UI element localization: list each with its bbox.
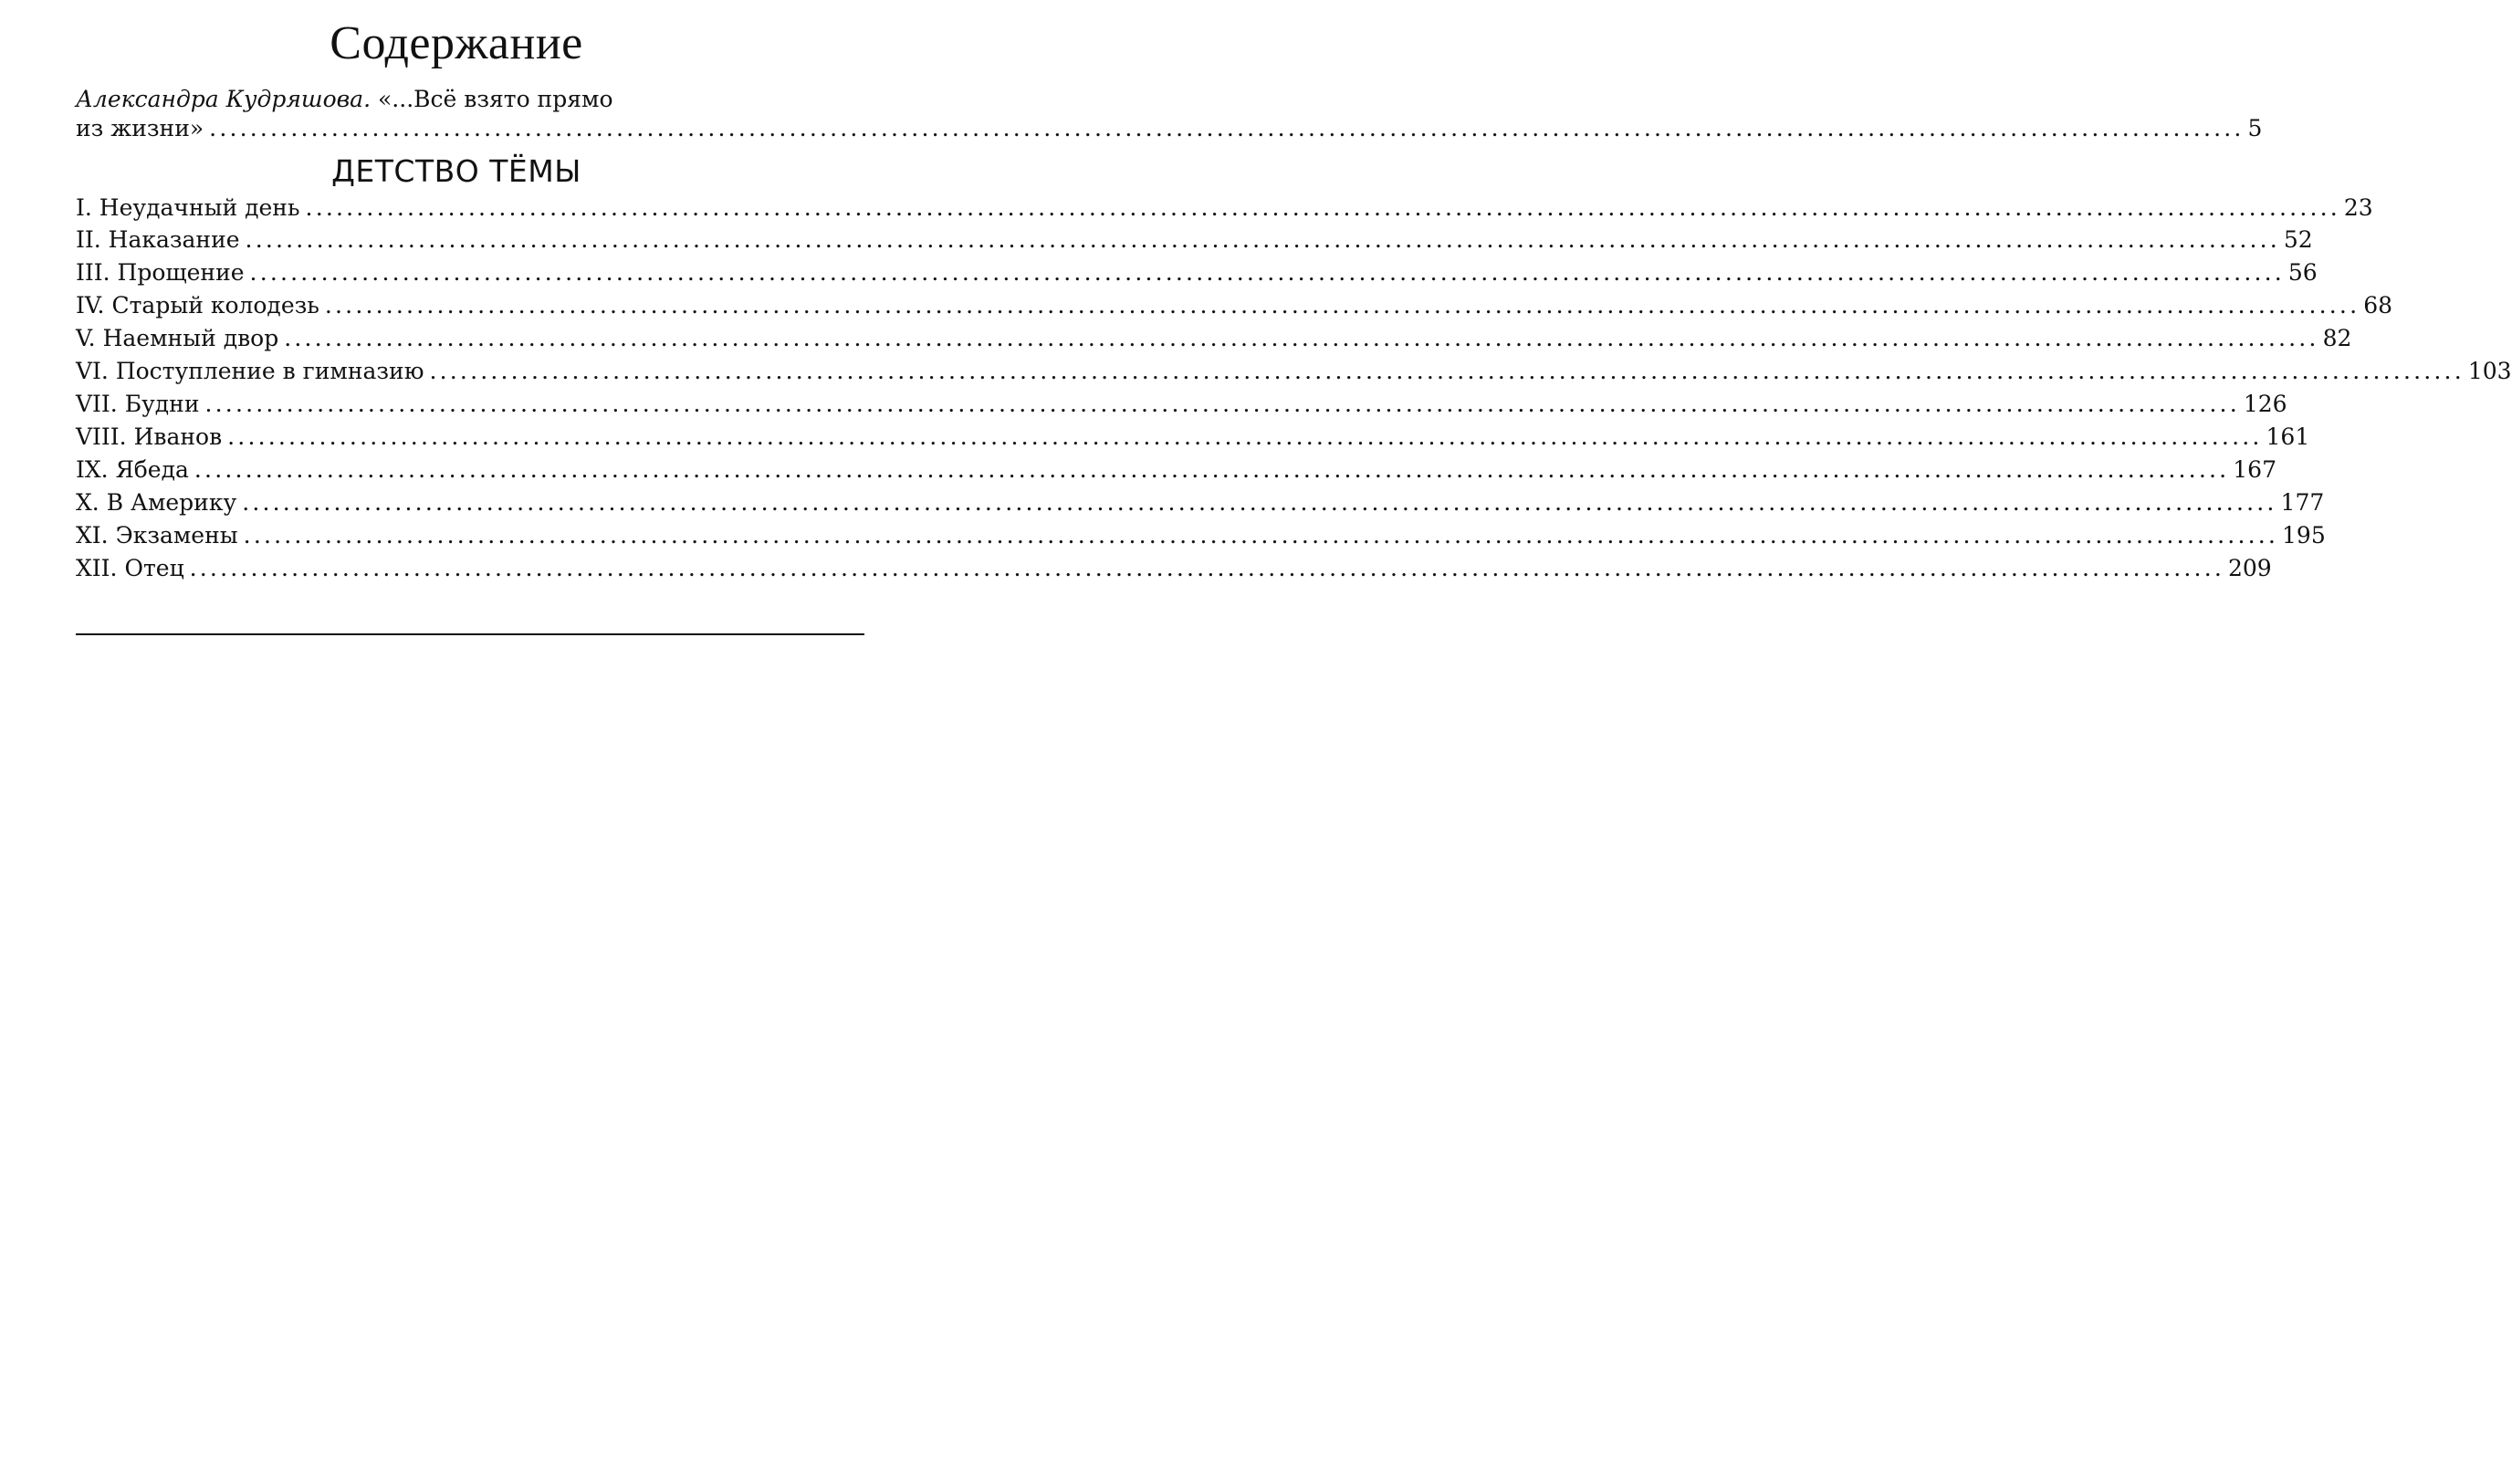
intro-author: Александра Кудряшова. [76,86,372,112]
chapter-page-number: 126 [2243,391,2287,417]
chapter-title: X. В Америку [76,489,237,516]
chapter-title: II. Наказание [76,226,240,253]
section-title: ДЕТСТВО ТЁМЫ [331,153,581,189]
intro-entry-line2 [76,112,2263,145]
leader-dots: ........................................................................................................................................................................................................ [324,292,2360,319]
leader-dots: ........................................................................................................................................................................................................ [243,522,2279,549]
bottom-rule [76,633,864,635]
chapter-title: IV. Старый колодезь [76,292,319,319]
chapter-entry [76,322,2352,355]
chapter-page-number: 177 [2280,489,2325,516]
chapter-page-number: 23 [2343,194,2373,221]
chapter-entry [76,388,2287,421]
leader-dots: ........................................................................................................................................................................................................ [305,194,2340,221]
intro-title-part2: из жизни» [76,115,204,141]
chapter-page-number: 195 [2282,522,2326,549]
chapter-entry [76,355,2512,388]
chapter-title: XII. Отец [76,555,184,581]
intro-page-number: 5 [2247,115,2263,141]
leader-dots: ........................................................................................................................................................................................................ [249,259,2285,286]
chapter-entry [76,289,2393,322]
leader-dots: ........................................................................................................................................................................................................ [429,358,2465,384]
leader-dots: ........................................................................................................................................................................................................ [204,391,2240,417]
chapter-page-number: 103 [2467,358,2512,384]
leader-dots: ........................................................................................................................................................................................................ [194,456,2230,483]
leader-dots: ........................................................................................................................................................................................................ [209,115,2245,141]
chapter-entry [76,486,2325,519]
chapter-entry [76,519,2326,552]
leader-dots: ........................................................................................................................................................................................................ [245,226,2280,253]
leader-dots: ........................................................................................................................................................................................................ [227,423,2263,450]
leader-dots: ........................................................................................................................................................................................................ [284,325,2319,351]
page-title: Содержание [330,17,583,69]
chapter-page-number: 52 [2283,226,2313,253]
leader-dots: ........................................................................................................................................................................................................ [242,489,2277,516]
chapter-title: VI. Поступление в гимназию [76,358,424,384]
chapter-entry [76,421,2310,454]
chapter-title: VIII. Иванов [76,423,223,450]
chapter-page-number: 161 [2266,423,2310,450]
chapter-title: IX. Ябеда [76,456,189,483]
chapter-page-number: 209 [2228,555,2272,581]
chapter-title: VII. Будни [76,391,200,417]
chapter-entry [76,224,2313,256]
chapter-title: III. Прощение [76,259,245,286]
intro-title-part1: «...Всё взято прямо [378,86,613,112]
chapter-entry [76,192,2373,225]
chapter-page-number: 167 [2233,456,2276,483]
chapter-page-number: 82 [2322,325,2352,351]
chapter-entry [76,552,2272,585]
chapter-entry [76,454,2276,486]
chapter-title: I. Неудачный день [76,194,300,221]
chapter-entry [76,256,2318,289]
intro-entry-line1 [76,84,613,115]
chapter-page-number: 68 [2363,292,2393,319]
leader-dots: ........................................................................................................................................................................................................ [189,555,2224,581]
chapter-page-number: 56 [2287,259,2318,286]
chapter-title: XI. Экзамены [76,522,238,549]
chapter-title: V. Наемный двор [76,325,279,351]
